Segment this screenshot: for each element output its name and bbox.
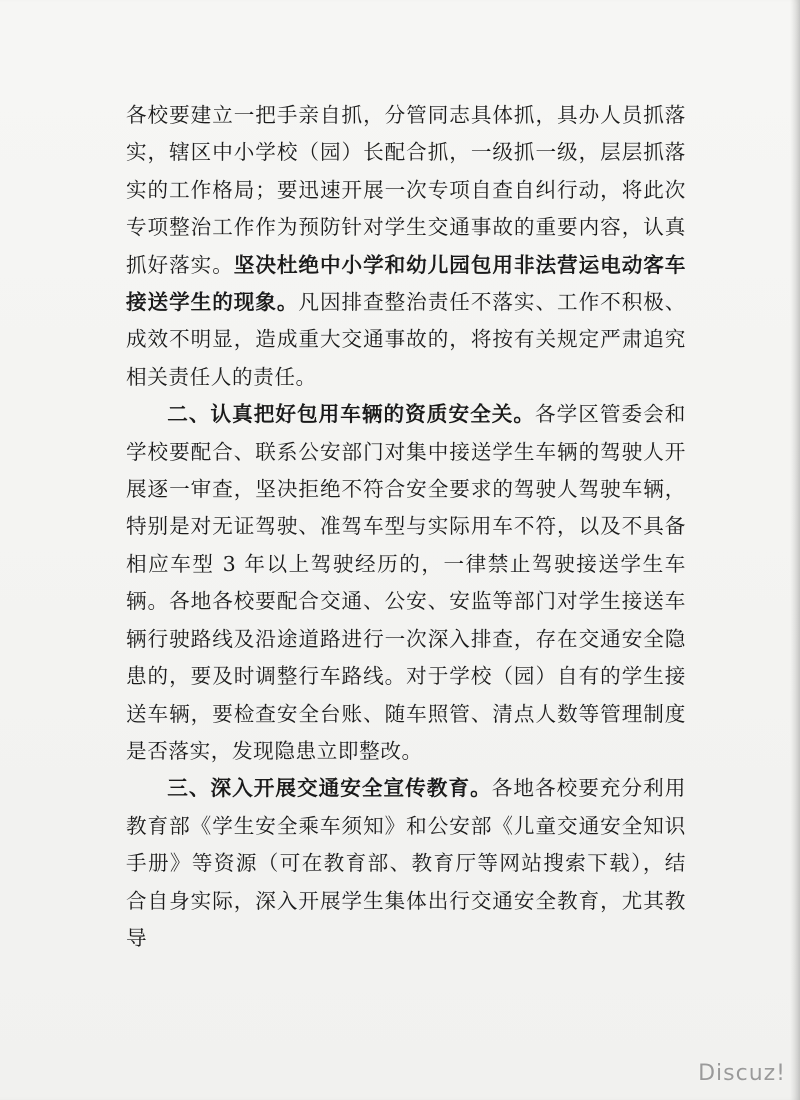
paragraph-section-two bbox=[126, 396, 686, 770]
paragraph-section-three bbox=[126, 770, 686, 957]
section-heading: 二、认真把好包用车辆的资质安全关。 bbox=[167, 402, 535, 427]
forum-watermark: Discuz! bbox=[698, 1061, 786, 1086]
document-body bbox=[126, 97, 686, 957]
section-heading: 三、深入开展交通安全宣传教育。 bbox=[167, 776, 492, 801]
paragraph-continuation bbox=[126, 97, 686, 396]
paragraph-text: 各学区管委会和学校要配合、联系公安部门对集中接送学生车辆的驾驶人开展逐一审查，坚决拒绝不符合安全要求的驾驶人驾驶车辆，特别是对无证驾驶、准驾车型与实际用车不符，以及不具备相应车型 3 年以上驾驶经历的，一律禁止驾驶接送学生车辆。各地各校要配合交通、公安、安监等部门对学生接送车辆行驶路线及沿途道路进行一次深入排查，存在交通安全隐患的，要及时调整行车路线。对于学校（园）自有的学生接送车辆，要检查安全台账、随车照管、清点人数等管理制度是否落实，发现隐患立即整改。 bbox=[126, 402, 687, 763]
paragraph-text: 凡因排查整治责任不落实、工作不积极、成效不明显，造成重大交通事故的，将按有关规定严肃追究相关责任人的责任。 bbox=[126, 290, 686, 389]
emphasis-text: 坚决杜绝中小学和幼儿园包用非法营运电动客车接送学生的现象。 bbox=[126, 252, 686, 315]
paragraph-text: 各地各校要充分利用教育部《学生安全乘车须知》和公安部《儿童交通安全知识手册》等资源（可在教育部、教育厅等网站搜索下载），结合自身实际，深入开展学生集体出行交通安全教育，尤其教导 bbox=[126, 776, 686, 950]
paragraph-text: 各校要建立一把手亲自抓，分管同志具体抓，具办人员抓落实，辖区中小学校（园）长配合抓，一级抓一级，层层抓落实的工作格局；要迅速开展一次专项自查自纠行动，将此次专项整治工作作为预防针对学生交通事故的重要内容，认真抓好落实。 bbox=[126, 103, 686, 277]
scan-edge-shadow bbox=[790, 0, 800, 1100]
